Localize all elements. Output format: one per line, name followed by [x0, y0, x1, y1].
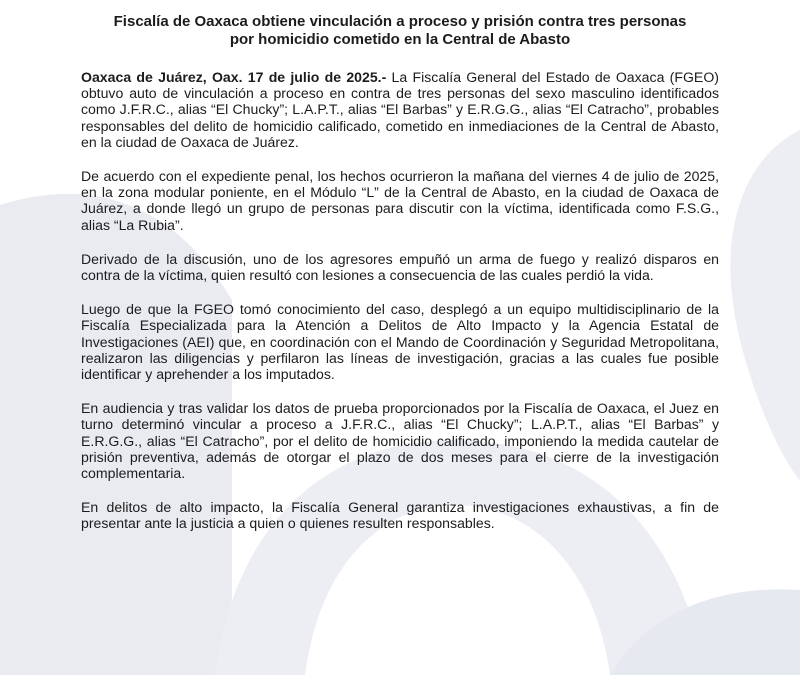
dateline: Oaxaca de Juárez, Oax. 17 de julio de 2025.-: [81, 69, 387, 85]
paragraph-5: En audiencia y tras validar los datos de prueba proporcionados por la Fiscalía de Oaxaca, el Juez en turno determinó vincular a proceso a J.F.R.C., alias “El Chucky”; L.A.P.T., alias “El Barbas” y E.R.G.G., alias “El Catracho”, por el delito de homicidio calificado, imponiendo la medida cautelar de prisión preventiva, además de otorgar el plazo de dos meses para el cierre de la investigación complementaria.: [81, 400, 719, 482]
paragraph-4: Luego de que la FGEO tomó conocimiento del caso, desplegó a un equipo multidisciplinario de la Fiscalía Especializada para la Atención a Delitos de Alto Impacto y la Agencia Estatal de Investigaciones (AEI) que, en coordinación con el Mando de Coordinación y Seguridad Metropolitana, realizaron las diligencias y perfilaron las líneas de investigación, gracias a las cuales fue posible identificar y aprehender a los imputados.: [81, 301, 719, 383]
paragraph-2: De acuerdo con el expediente penal, los hechos ocurrieron la mañana del viernes 4 de julio de 2025, en la zona modular poniente, en el Módulo “L” de la Central de Abasto, en la ciudad de Oaxaca de Juárez, a donde llegó un grupo de personas para discutir con la víctima, identificada como F.S.G., alias “La Rubia”.: [81, 168, 719, 233]
press-release: [81, 13, 719, 550]
watermark-shape-right: [730, 130, 800, 480]
paragraph-3: Derivado de la discusión, uno de los agresores empuñó un arma de fuego y realizó disparos en contra de la víctima, quien resultó con lesiones a consecuencia de las cuales perdió la vida.: [81, 250, 719, 284]
paragraph-1-text: La Fiscalía General del Estado de Oaxaca (FGEO) obtuvo auto de vinculación a proceso en contra de tres personas del sexo masculino identificados como J.F.R.C., alias “El Chucky”; L.A.P.T., alias “El Barbas” y E.R.G.G., alias “El Catracho”, probables responsables del delito de homicidio calificado, cometido en inmediaciones de la Central de Abasto, en la ciudad de Oaxaca de Juárez.: [81, 69, 719, 150]
paragraph-1: [81, 69, 719, 150]
paragraph-6: En delitos de alto impacto, la Fiscalía General garantiza investigaciones exhaustivas, a fin de presentar ante la justicia a quien o quienes resulten responsables.: [81, 499, 719, 532]
press-release-title: Fiscalía de Oaxaca obtiene vinculación a proceso y prisión contra tres personas por homicidio cometido en la Central de Abasto: [113, 13, 687, 48]
